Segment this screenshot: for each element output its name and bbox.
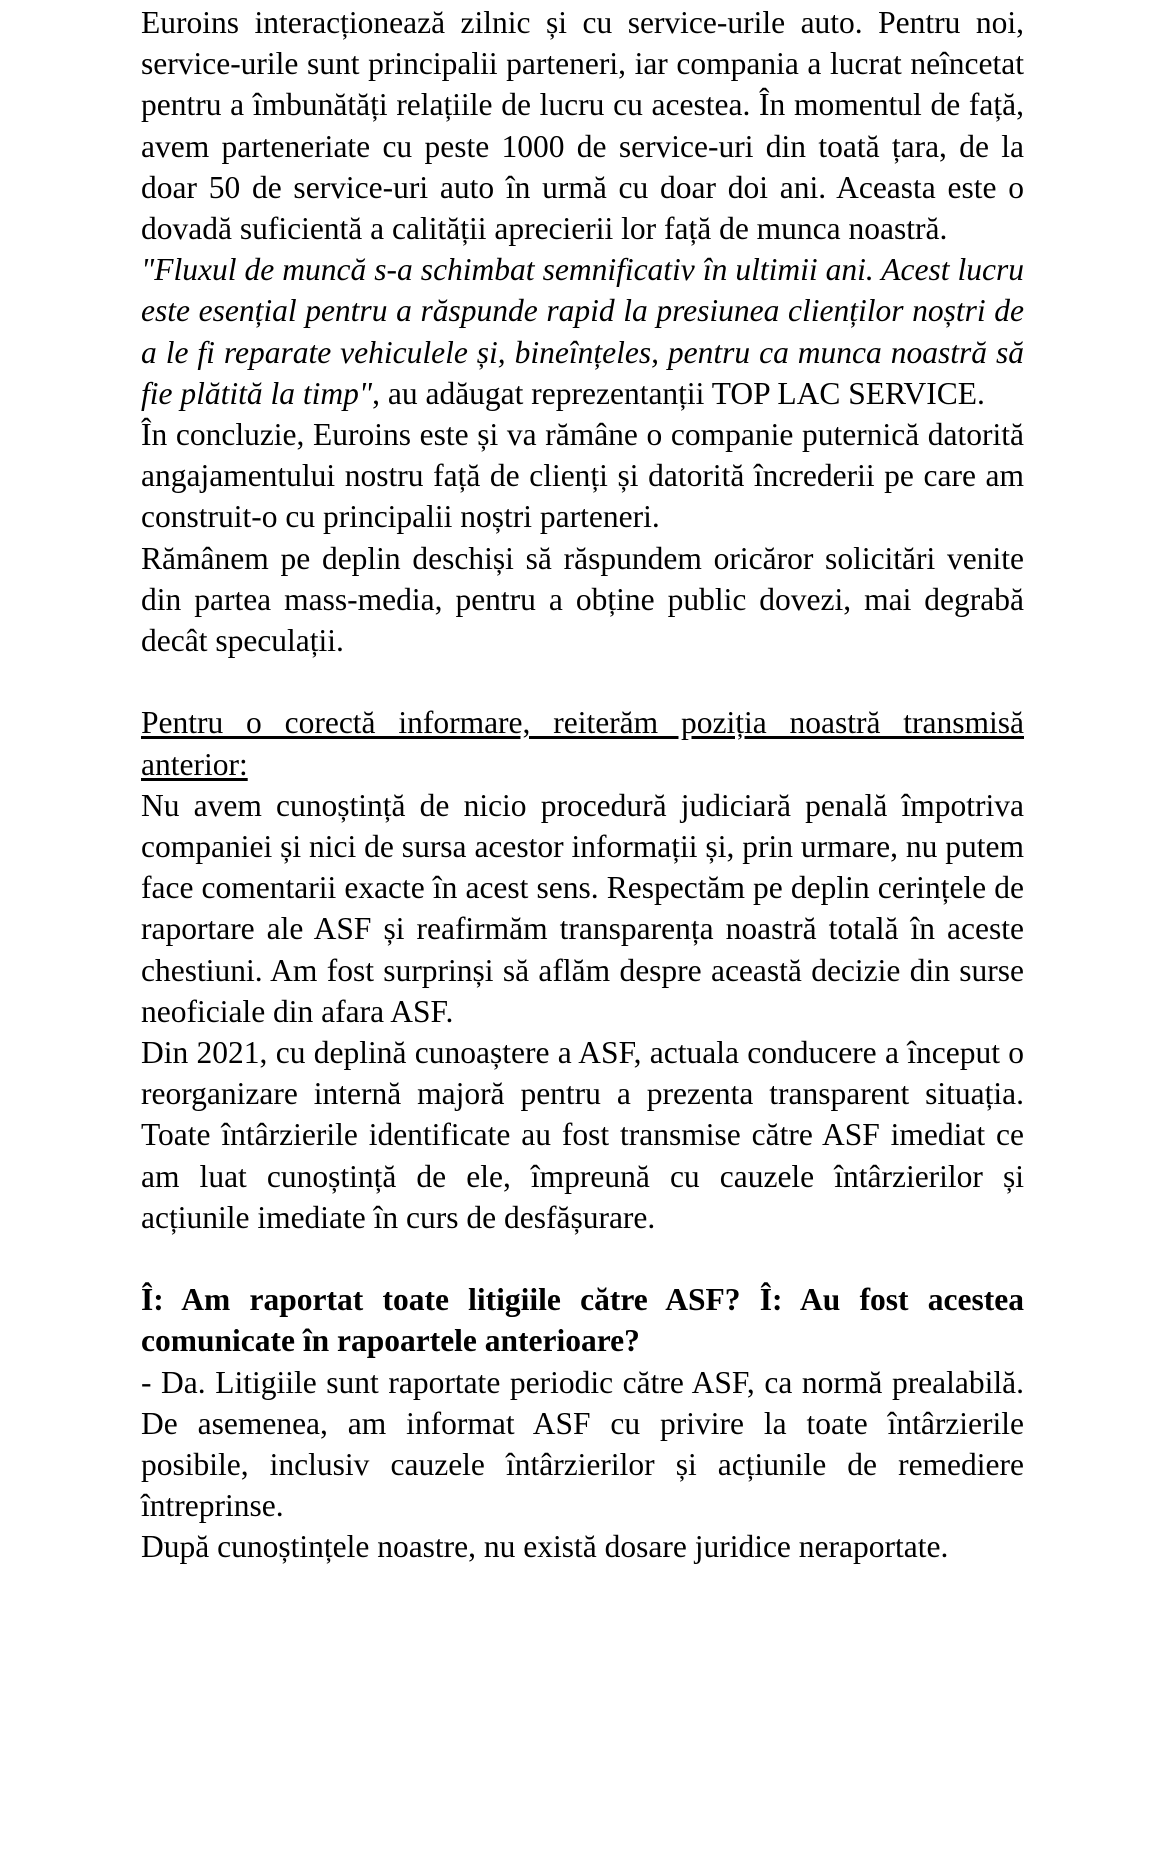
paragraph-reorganization: Din 2021, cu deplină cunoaștere a ASF, actuala conducere a început o reorganizare internă majoră pentru a prezenta transparent situația. Toate întârzierile identificate au fost transmise către ASF imediat ce am luat cunoștință de ele, împreună cu cauzele întârzierilor și acțiunile imediate în curs de desfășurare.	[141, 1035, 1024, 1235]
paragraph-no-procedure: Nu avem cunoștință de nicio procedură judiciară penală împotriva companiei și nici de sursa acestor informații și, prin urmare, nu putem face comentarii exacte în acest sens. Respectăm pe deplin cerințele de raportare ale ASF și reafirmăm transparența noastră totală în aceste chestiuni. Am fost surprinși să aflăm despre această decizie din surse neoficiale din afara ASF.	[141, 787, 1024, 1029]
question-heading: Î: Am raportat toate litigiile către ASF? Î: Au fost acestea comunicate în rapoartele anterioare?	[141, 1282, 1024, 1359]
document-body	[141, 2, 1024, 1568]
paragraph-service-partners: Euroins interacționează zilnic și cu service-urile auto. Pentru noi, service-urile sunt principalii parteneri, iar compania a lucrat neîncetat pentru a îmbunătăți relațiile de lucru cu acestea. În momentul de față, avem parteneriate cu peste 1000 de service-uri din toată țara, de la doar 50 de service-uri auto în urmă cu doar doi ani. Aceasta este o dovadă suficientă a calității aprecierii lor față de munca noastră.	[141, 5, 1024, 247]
blank-line	[141, 1238, 1024, 1279]
paragraph-top-lac-quote	[141, 249, 1024, 414]
section-heading-underlined: Pentru o corectă informare, reiterăm poziția noastră transmisă anterior:	[141, 705, 1024, 782]
blank-line	[141, 661, 1024, 702]
paragraph-conclusion: În concluzie, Euroins este și va rămâne o companie puternică datorită angajamentului nostru față de clienți și datorită încrederii pe care am construit-o cu principalii noștri parteneri.	[141, 417, 1024, 535]
quote-text: "Fluxul de muncă s-a schimbat semnificativ în ultimii ani. Acest lucru este esențial pentru a răspunde rapid la presiunea clienților noștri de a le fi reparate vehiculele și, bineînțeles, pentru ca munca noastră să fie plătită la timp"	[141, 252, 1024, 411]
answer-paragraph: - Da. Litigiile sunt raportate periodic către ASF, ca normă prealabilă. De asemenea, am informat ASF cu privire la toate întârzierile posibile, inclusiv cauzele întârzierilor și acțiunile de remediere întreprinse.	[141, 1364, 1024, 1524]
paragraph-media-openness: Rămânem pe deplin deschiși să răspundem oricăror solicitări venite din partea mass-media, pentru a obține public dovezi, mai degrabă decât speculații.	[141, 540, 1024, 659]
quote-attribution: , au adăugat reprezentanții TOP LAC SERVICE.	[372, 375, 985, 411]
answer-paragraph-final: După cunoștințele noastre, nu există dosare juridice neraportate.	[141, 1529, 949, 1565]
